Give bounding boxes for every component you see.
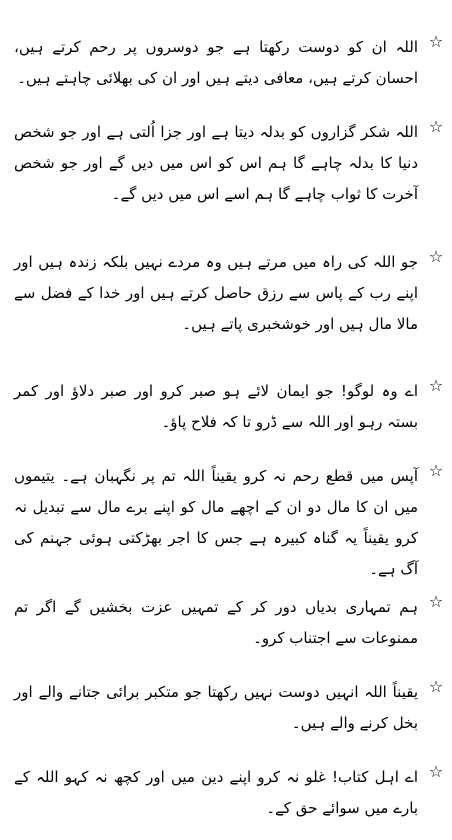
item-text: اللہ شکر گزاروں کو بدلہ دیتا ہے اور جزا اُلتی ہے اور جو شخص دنیا کا بدلہ چاہے گا ہم اس کو اس میں دیں گے اور جو شخص آخرت کا ثواب چاہے گا ہم اسے اس میں دیں گے۔ — [14, 123, 418, 203]
item-text: جو اللہ کی راہ میں مرتے ہیں وہ مردے نہیں بلکہ زندہ ہیں اور اپنے رب کے پاس سے رزق حاصل کرتے ہیں اور خدا کے فضل سے مالا مال ہیں اور خوشخبری پاتے ہیں۔ — [14, 253, 418, 333]
star-outline-icon: ☆ — [428, 762, 444, 781]
item-text: اے اہل کتاب! غلو نہ کرو اپنے دین میں اور کچھ نہ کہو اللہ کے بارے میں سوائے حق کے۔ — [14, 768, 418, 817]
star-outline-icon: ☆ — [428, 592, 444, 611]
star-outline-icon: ☆ — [428, 117, 444, 136]
star-outline-icon: ☆ — [428, 32, 444, 51]
star-outline-icon: ☆ — [428, 247, 444, 266]
item-text: اللہ ان کو دوست رکھتا ہے جو دوسروں پر رحم کرتے ہیں، احسان کرتے ہیں، معافی دیتے ہیں اور ان کی بھلائی چاہتے ہیں۔ — [14, 38, 418, 87]
item-text: آپس میں قطع رحم نہ کرو یقیناً اللہ تم پر نگہبان ہے۔ یتیموں میں ان کا مال دو ان کے اچھے مال کو اپنے برے مال سے تبدیل نہ کرو یقیناً یہ گناہ کبیرہ ہے جس کا اجر بھڑکتی ہوئی جہنم کی آگ ہے۔ — [14, 467, 418, 578]
item-text: یقیناً اللہ انہیں دوست نہیں رکھتا جو متکبر برائی جتانے والے اور بخل کرنے والے ہیں۔ — [14, 683, 418, 732]
star-outline-icon: ☆ — [428, 461, 444, 480]
item-text: ہم تمہاری بدیاں دور کر کے تمہیں عزت بخشیں گے اگر تم ممنوعات سے اجتناب کرو۔ — [14, 598, 418, 647]
star-outline-icon: ☆ — [428, 677, 444, 696]
star-outline-icon: ☆ — [428, 376, 444, 395]
item-text: اے وہ لوگو! جو ایمان لائے ہو صبر کرو اور صبر دلاؤ اور کمر بستہ رہو اور اللہ سے ڈرو تا کہ فلاح پاؤ۔ — [14, 382, 418, 431]
